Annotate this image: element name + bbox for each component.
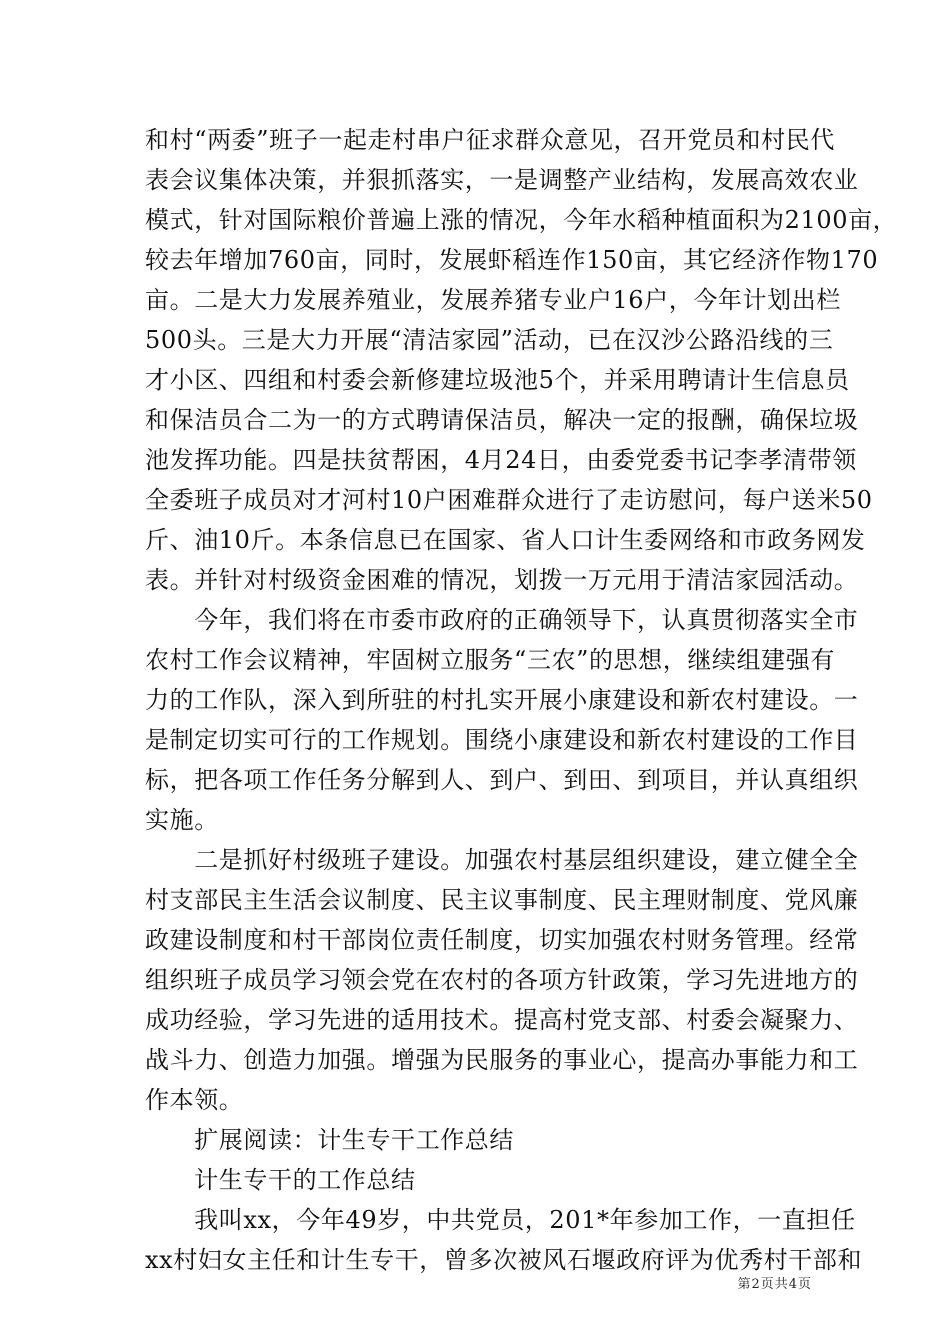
text-line: 池发挥功能。四是扶贫帮困，4月24日，由委党委书记李孝清带领 [145, 446, 857, 474]
text-line: 才小区、四组和村委会新修建垃圾池5个，并采用聘请计生信息员 [145, 366, 850, 394]
text-line: 计生专干的工作总结 [145, 1166, 416, 1194]
text-line: 作本领。 [145, 1086, 244, 1114]
text-line: 表。并针对村级资金困难的情况，划拨一万元用于清洁家园活动。 [145, 566, 859, 594]
text-line: 是制定切实可行的工作规划。围绕小康建设和新农村建设的工作目 [145, 726, 859, 754]
text-line: 成功经验，学习先进的适用技术。提高村党支部、村委会凝聚力、 [145, 1006, 859, 1034]
document-body [145, 120, 898, 1280]
text-line: 亩。二是大力发展养殖业，发展养猪专业户16户，今年计划出栏 [145, 286, 841, 314]
text-line: 表会议集体决策，并狠抓落实，一是调整产业结构，发展高效农业 [145, 166, 859, 194]
text-line: 500头。三是大力开展“清洁家园”活动，已在汉沙公路沿线的三 [145, 326, 834, 354]
text-line: 扩展阅读：计生专干工作总结 [145, 1126, 514, 1154]
text-line: 组织班子成员学习领会党在农村的各项方针政策，学习先进地方的 [145, 966, 859, 994]
text-line: xx村妇女主任和计生专干，曾多次被风石堰政府评为优秀村干部和 [145, 1246, 863, 1274]
text-line: 标，把各项工作任务分解到人、到户、到田、到项目，并认真组织 [145, 766, 859, 794]
text-line: 我叫xx，今年49岁，中共党员，201*年参加工作，一直担任 [145, 1206, 856, 1234]
text-line: 战斗力、创造力加强。增强为民服务的事业心，提高办事能力和工 [145, 1046, 859, 1074]
page-number: 第2页共4页 [737, 1277, 812, 1292]
text-line: 实施。 [145, 806, 219, 834]
text-line: 和村“两委”班子一起走村串户征求群众意见，召开党员和村民代 [145, 126, 835, 154]
text-line: 今年，我们将在市委市政府的正确领导下，认真贯彻落实全市 [145, 606, 859, 634]
text-line: 二是抓好村级班子建设。加强农村基层组织建设，建立健全全 [145, 846, 859, 874]
text-line: 较去年增加760亩，同时，发展虾稻连作150亩，其它经济作物170 [145, 246, 879, 274]
text-line: 斤、油10斤。本条信息已在国家、省人口计生委网络和市政务网发 [145, 526, 866, 554]
text-line: 政建设制度和村干部岗位责任制度，切实加强农村财务管理。经常 [145, 926, 859, 954]
text-line: 和保洁员合二为一的方式聘请保洁员，解决一定的报酬，确保垃圾 [145, 406, 859, 434]
text-line: 力的工作队，深入到所驻的村扎实开展小康建设和新农村建设。一 [145, 686, 859, 714]
text-line: 农村工作会议精神，牢固树立服务“三农”的思想，继续组建强有 [145, 646, 835, 674]
text-line: 模式，针对国际粮价普遍上涨的情况，今年水稻种植面积为2100亩， [145, 206, 898, 234]
text-line: 全委班子成员对才河村10户困难群众进行了走访慰问，每户送米50 [145, 486, 873, 514]
text-line: 村支部民主生活会议制度、民主议事制度、民主理财制度、党风廉 [145, 886, 859, 914]
